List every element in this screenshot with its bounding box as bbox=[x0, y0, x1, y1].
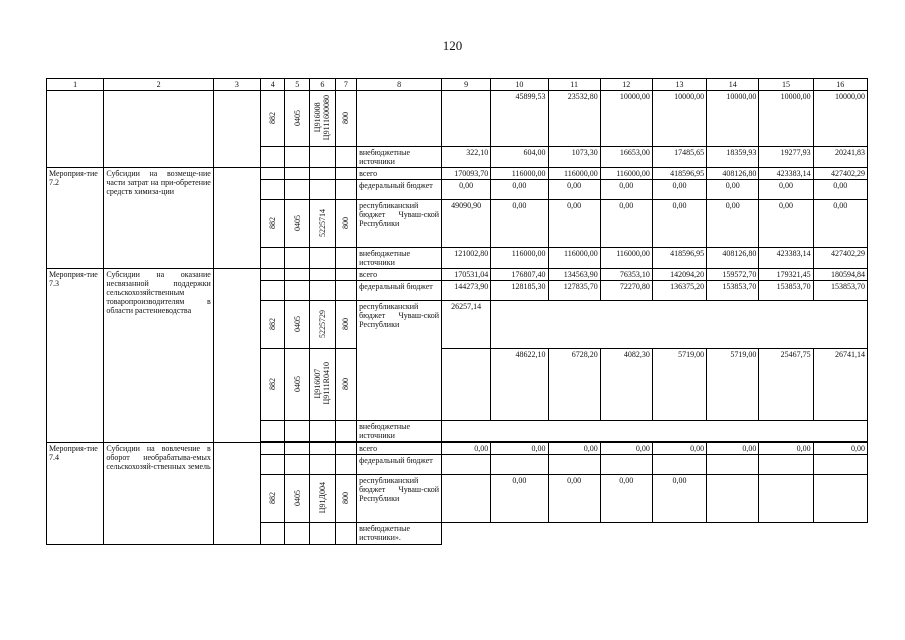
grbs-code: 882 bbox=[260, 200, 285, 248]
executor-cell bbox=[213, 91, 260, 168]
code-cell bbox=[285, 523, 310, 545]
col-header: 12 bbox=[600, 79, 652, 91]
value-cell: 144273,90 bbox=[442, 281, 491, 301]
value-cell: 116000,00 bbox=[491, 248, 548, 269]
value-cell: 116000,00 bbox=[491, 168, 548, 180]
value-cell bbox=[491, 301, 868, 349]
col-header: 4 bbox=[260, 79, 285, 91]
csr-code: 5225729 bbox=[310, 301, 336, 349]
code-cell bbox=[335, 168, 356, 180]
rzpr-code: 0405 bbox=[285, 349, 310, 421]
value-cell: 0,00 bbox=[759, 443, 813, 455]
value-cell bbox=[600, 455, 652, 475]
value-cell: 116000,00 bbox=[548, 168, 600, 180]
grbs-code: 882 bbox=[260, 91, 285, 147]
value-cell: 17485,65 bbox=[652, 147, 706, 168]
measure-name: Субсидии на возмеще-ние части затрат на при-обретение средств химиза-ции bbox=[104, 168, 214, 269]
value-cell bbox=[759, 455, 813, 475]
code-cell bbox=[285, 455, 310, 475]
value-cell: 0,00 bbox=[813, 443, 867, 455]
source-cell: федеральный бюджет bbox=[357, 455, 442, 475]
csr-code: 5225714 bbox=[310, 200, 336, 248]
value-cell: 0,00 bbox=[600, 475, 652, 523]
budget-table bbox=[46, 78, 868, 545]
value-cell: 0,00 bbox=[491, 475, 548, 523]
source-cell: федеральный бюджет bbox=[357, 281, 442, 301]
measure-status: Мероприя-тие 7.4 bbox=[47, 443, 104, 545]
col-header: 13 bbox=[652, 79, 706, 91]
value-cell: 322,10 bbox=[442, 147, 491, 168]
code-cell bbox=[285, 443, 310, 455]
value-cell: 0,00 bbox=[652, 443, 706, 455]
csr-code: Ц91Д004 bbox=[310, 475, 336, 523]
col-header: 3 bbox=[213, 79, 260, 91]
rzpr-code: 0405 bbox=[285, 475, 310, 523]
value-cell: 0,00 bbox=[548, 200, 600, 248]
value-cell: 408126,80 bbox=[707, 248, 759, 269]
value-cell: 1073,30 bbox=[548, 147, 600, 168]
value-cell bbox=[813, 455, 867, 475]
source-cell: республиканский бюджет Чуваш-ской Республики bbox=[357, 200, 442, 248]
value-cell bbox=[759, 475, 813, 523]
value-cell: 142094,20 bbox=[652, 269, 706, 281]
value-cell: 10000,00 bbox=[813, 91, 867, 147]
rzpr-code: 0405 bbox=[285, 301, 310, 349]
code-cell bbox=[310, 180, 336, 200]
code-cell bbox=[310, 443, 336, 455]
value-cell: 116000,00 bbox=[600, 248, 652, 269]
col-header: 7 bbox=[335, 79, 356, 91]
value-cell: 18359,93 bbox=[707, 147, 759, 168]
value-cell: 20241,83 bbox=[813, 147, 867, 168]
value-cell: 0,00 bbox=[652, 200, 706, 248]
value-cell bbox=[442, 455, 491, 475]
value-cell: 427402,29 bbox=[813, 168, 867, 180]
value-cell: 5719,00 bbox=[707, 349, 759, 421]
vr-code: 800 bbox=[335, 200, 356, 248]
value-cell: 0,00 bbox=[491, 200, 548, 248]
source-cell: всего bbox=[357, 269, 442, 281]
col-header: 1 bbox=[47, 79, 104, 91]
value-cell: 4082,30 bbox=[600, 349, 652, 421]
value-cell: 134563,90 bbox=[548, 269, 600, 281]
code-cell bbox=[260, 269, 285, 281]
col-header: 2 bbox=[104, 79, 214, 91]
vr-code: 800 bbox=[335, 91, 356, 147]
code-cell bbox=[285, 180, 310, 200]
code-cell bbox=[260, 248, 285, 269]
value-cell bbox=[652, 455, 706, 475]
value-cell: 418596,95 bbox=[652, 248, 706, 269]
code-cell bbox=[285, 269, 310, 281]
value-cell: 170531,04 bbox=[442, 269, 491, 281]
value-cell bbox=[442, 349, 491, 421]
value-cell: 0,00 bbox=[759, 200, 813, 248]
value-cell bbox=[707, 475, 759, 523]
value-cell: 0,00 bbox=[759, 180, 813, 200]
col-header: 6 bbox=[310, 79, 336, 91]
measure-name: Субсидии на оказание несвязанной поддержки сельскохозяйственным товаропроизводителям в области растениеводства bbox=[104, 269, 214, 443]
value-cell: 0,00 bbox=[548, 443, 600, 455]
code-cell bbox=[335, 180, 356, 200]
value-cell: 153853,70 bbox=[813, 281, 867, 301]
code-cell bbox=[285, 281, 310, 301]
code-cell bbox=[335, 147, 356, 168]
value-cell: 418596,95 bbox=[652, 168, 706, 180]
value-cell: 427402,29 bbox=[813, 248, 867, 269]
value-cell: 16653,00 bbox=[600, 147, 652, 168]
col-header: 5 bbox=[285, 79, 310, 91]
value-cell: 136375,20 bbox=[652, 281, 706, 301]
value-cell: 10000,00 bbox=[759, 91, 813, 147]
executor-cell bbox=[213, 168, 260, 269]
value-cell: 128185,30 bbox=[491, 281, 548, 301]
code-cell bbox=[335, 281, 356, 301]
code-cell bbox=[310, 147, 336, 168]
col-header: 11 bbox=[548, 79, 600, 91]
value-cell: 604,00 bbox=[491, 147, 548, 168]
value-cell: 19277,93 bbox=[759, 147, 813, 168]
value-cell: 26741,14 bbox=[813, 349, 867, 421]
value-cell: 159572,70 bbox=[707, 269, 759, 281]
value-cell: 0,00 bbox=[600, 180, 652, 200]
rzpr-code: 0405 bbox=[285, 200, 310, 248]
value-cell: 49090,90 bbox=[442, 200, 491, 248]
column-number-row bbox=[47, 79, 868, 91]
measure-status: Мероприя-тие 7.3 bbox=[47, 269, 104, 443]
vr-code: 800 bbox=[335, 349, 356, 421]
value-cell: 423383,14 bbox=[759, 248, 813, 269]
value-cell bbox=[707, 455, 759, 475]
vr-code: 800 bbox=[335, 301, 356, 349]
value-cell bbox=[442, 421, 868, 442]
value-cell: 0,00 bbox=[600, 200, 652, 248]
code-cell bbox=[335, 248, 356, 269]
value-cell: 0,00 bbox=[652, 475, 706, 523]
value-cell: 0,00 bbox=[707, 180, 759, 200]
grbs-code: 882 bbox=[260, 349, 285, 421]
code-cell bbox=[260, 421, 285, 442]
value-cell: 127835,70 bbox=[548, 281, 600, 301]
col-header: 8 bbox=[357, 79, 442, 91]
status-cell bbox=[47, 91, 104, 168]
value-cell: 0,00 bbox=[491, 443, 548, 455]
value-cell: 0,00 bbox=[491, 180, 548, 200]
code-cell bbox=[335, 269, 356, 281]
code-cell bbox=[310, 248, 336, 269]
source-cell: федеральный бюджет bbox=[357, 180, 442, 200]
vr-code: 800 bbox=[335, 475, 356, 523]
value-cell: 0,00 bbox=[652, 180, 706, 200]
code-cell bbox=[260, 281, 285, 301]
value-cell: 76353,10 bbox=[600, 269, 652, 281]
code-cell bbox=[285, 168, 310, 180]
table-row bbox=[47, 168, 868, 180]
source-cell bbox=[357, 91, 442, 147]
value-cell: 116000,00 bbox=[600, 168, 652, 180]
value-cell: 116000,00 bbox=[548, 248, 600, 269]
code-cell bbox=[335, 421, 356, 442]
table-row bbox=[47, 443, 868, 455]
value-cell: 48622,10 bbox=[491, 349, 548, 421]
source-cell: всего bbox=[357, 168, 442, 180]
source-cell: внебюджетные источники bbox=[357, 421, 442, 442]
value-cell bbox=[442, 523, 868, 545]
value-cell: 0,00 bbox=[707, 200, 759, 248]
executor-cell bbox=[213, 443, 260, 545]
col-header: 10 bbox=[491, 79, 548, 91]
value-cell: 10000,00 bbox=[600, 91, 652, 147]
code-cell bbox=[285, 421, 310, 442]
col-header: 16 bbox=[813, 79, 867, 91]
col-header: 9 bbox=[442, 79, 491, 91]
value-cell: 0,00 bbox=[442, 443, 491, 455]
value-cell: 0,00 bbox=[548, 475, 600, 523]
value-cell: 26257,14 bbox=[442, 301, 491, 349]
value-cell: 0,00 bbox=[600, 443, 652, 455]
name-cell bbox=[104, 91, 214, 168]
value-cell: 25467,75 bbox=[759, 349, 813, 421]
grbs-code: 882 bbox=[260, 475, 285, 523]
value-cell bbox=[813, 475, 867, 523]
value-cell: 0,00 bbox=[813, 180, 867, 200]
value-cell bbox=[548, 455, 600, 475]
value-cell: 10000,00 bbox=[652, 91, 706, 147]
code-cell bbox=[260, 443, 285, 455]
source-cell: внебюджетные источники bbox=[357, 147, 442, 168]
code-cell bbox=[310, 269, 336, 281]
code-cell bbox=[260, 168, 285, 180]
code-cell bbox=[310, 523, 336, 545]
source-cell: республиканский бюджет Чуваш-ской Республики bbox=[357, 301, 442, 421]
code-cell bbox=[335, 455, 356, 475]
value-cell bbox=[442, 475, 491, 523]
value-cell: 180594,84 bbox=[813, 269, 867, 281]
value-cell: 408126,80 bbox=[707, 168, 759, 180]
table-row bbox=[47, 269, 868, 281]
code-cell bbox=[310, 168, 336, 180]
csr-code: Ц916007 Ц9111R0410 bbox=[310, 349, 336, 421]
grbs-code: 882 bbox=[260, 301, 285, 349]
value-cell: 72270,80 bbox=[600, 281, 652, 301]
value-cell: 6728,20 bbox=[548, 349, 600, 421]
value-cell: 153853,70 bbox=[759, 281, 813, 301]
value-cell: 423383,14 bbox=[759, 168, 813, 180]
code-cell bbox=[260, 523, 285, 545]
rzpr-code: 0405 bbox=[285, 91, 310, 147]
value-cell: 0,00 bbox=[548, 180, 600, 200]
source-cell: всего bbox=[357, 443, 442, 455]
value-cell: 45899,53 bbox=[491, 91, 548, 147]
source-cell: внебюджетные источники». bbox=[357, 523, 442, 545]
measure-name: Субсидии на вовлечение в оборот необрабатыва-емых сельскохозяй-ственных земель bbox=[104, 443, 214, 545]
value-cell bbox=[491, 455, 548, 475]
code-cell bbox=[285, 147, 310, 168]
value-cell: 0,00 bbox=[442, 180, 491, 200]
value-cell: 179321,45 bbox=[759, 269, 813, 281]
code-cell bbox=[310, 455, 336, 475]
value-cell: 176807,40 bbox=[491, 269, 548, 281]
code-cell bbox=[335, 523, 356, 545]
code-cell bbox=[285, 248, 310, 269]
code-cell bbox=[260, 147, 285, 168]
measure-status: Мероприя-тие 7.2 bbox=[47, 168, 104, 269]
code-cell bbox=[260, 180, 285, 200]
value-cell: 0,00 bbox=[813, 200, 867, 248]
value-cell: 170093,70 bbox=[442, 168, 491, 180]
col-header: 14 bbox=[707, 79, 759, 91]
value-cell bbox=[442, 91, 491, 147]
source-cell: внебюджетные источники bbox=[357, 248, 442, 269]
value-cell: 121002,80 bbox=[442, 248, 491, 269]
value-cell: 5719,00 bbox=[652, 349, 706, 421]
code-cell bbox=[310, 281, 336, 301]
col-header: 15 bbox=[759, 79, 813, 91]
value-cell: 0,00 bbox=[707, 443, 759, 455]
value-cell: 23532,80 bbox=[548, 91, 600, 147]
csr-code: Ц916008 Ц9111600080 bbox=[310, 91, 336, 147]
executor-cell bbox=[213, 269, 260, 443]
code-cell bbox=[260, 455, 285, 475]
value-cell: 10000,00 bbox=[707, 91, 759, 147]
source-cell: республиканский бюджет Чуваш-ской Республики bbox=[357, 475, 442, 523]
page-number: 120 bbox=[442, 38, 463, 53]
code-cell bbox=[335, 443, 356, 455]
table-row bbox=[47, 91, 868, 147]
value-cell: 153853,70 bbox=[707, 281, 759, 301]
code-cell bbox=[310, 421, 336, 442]
